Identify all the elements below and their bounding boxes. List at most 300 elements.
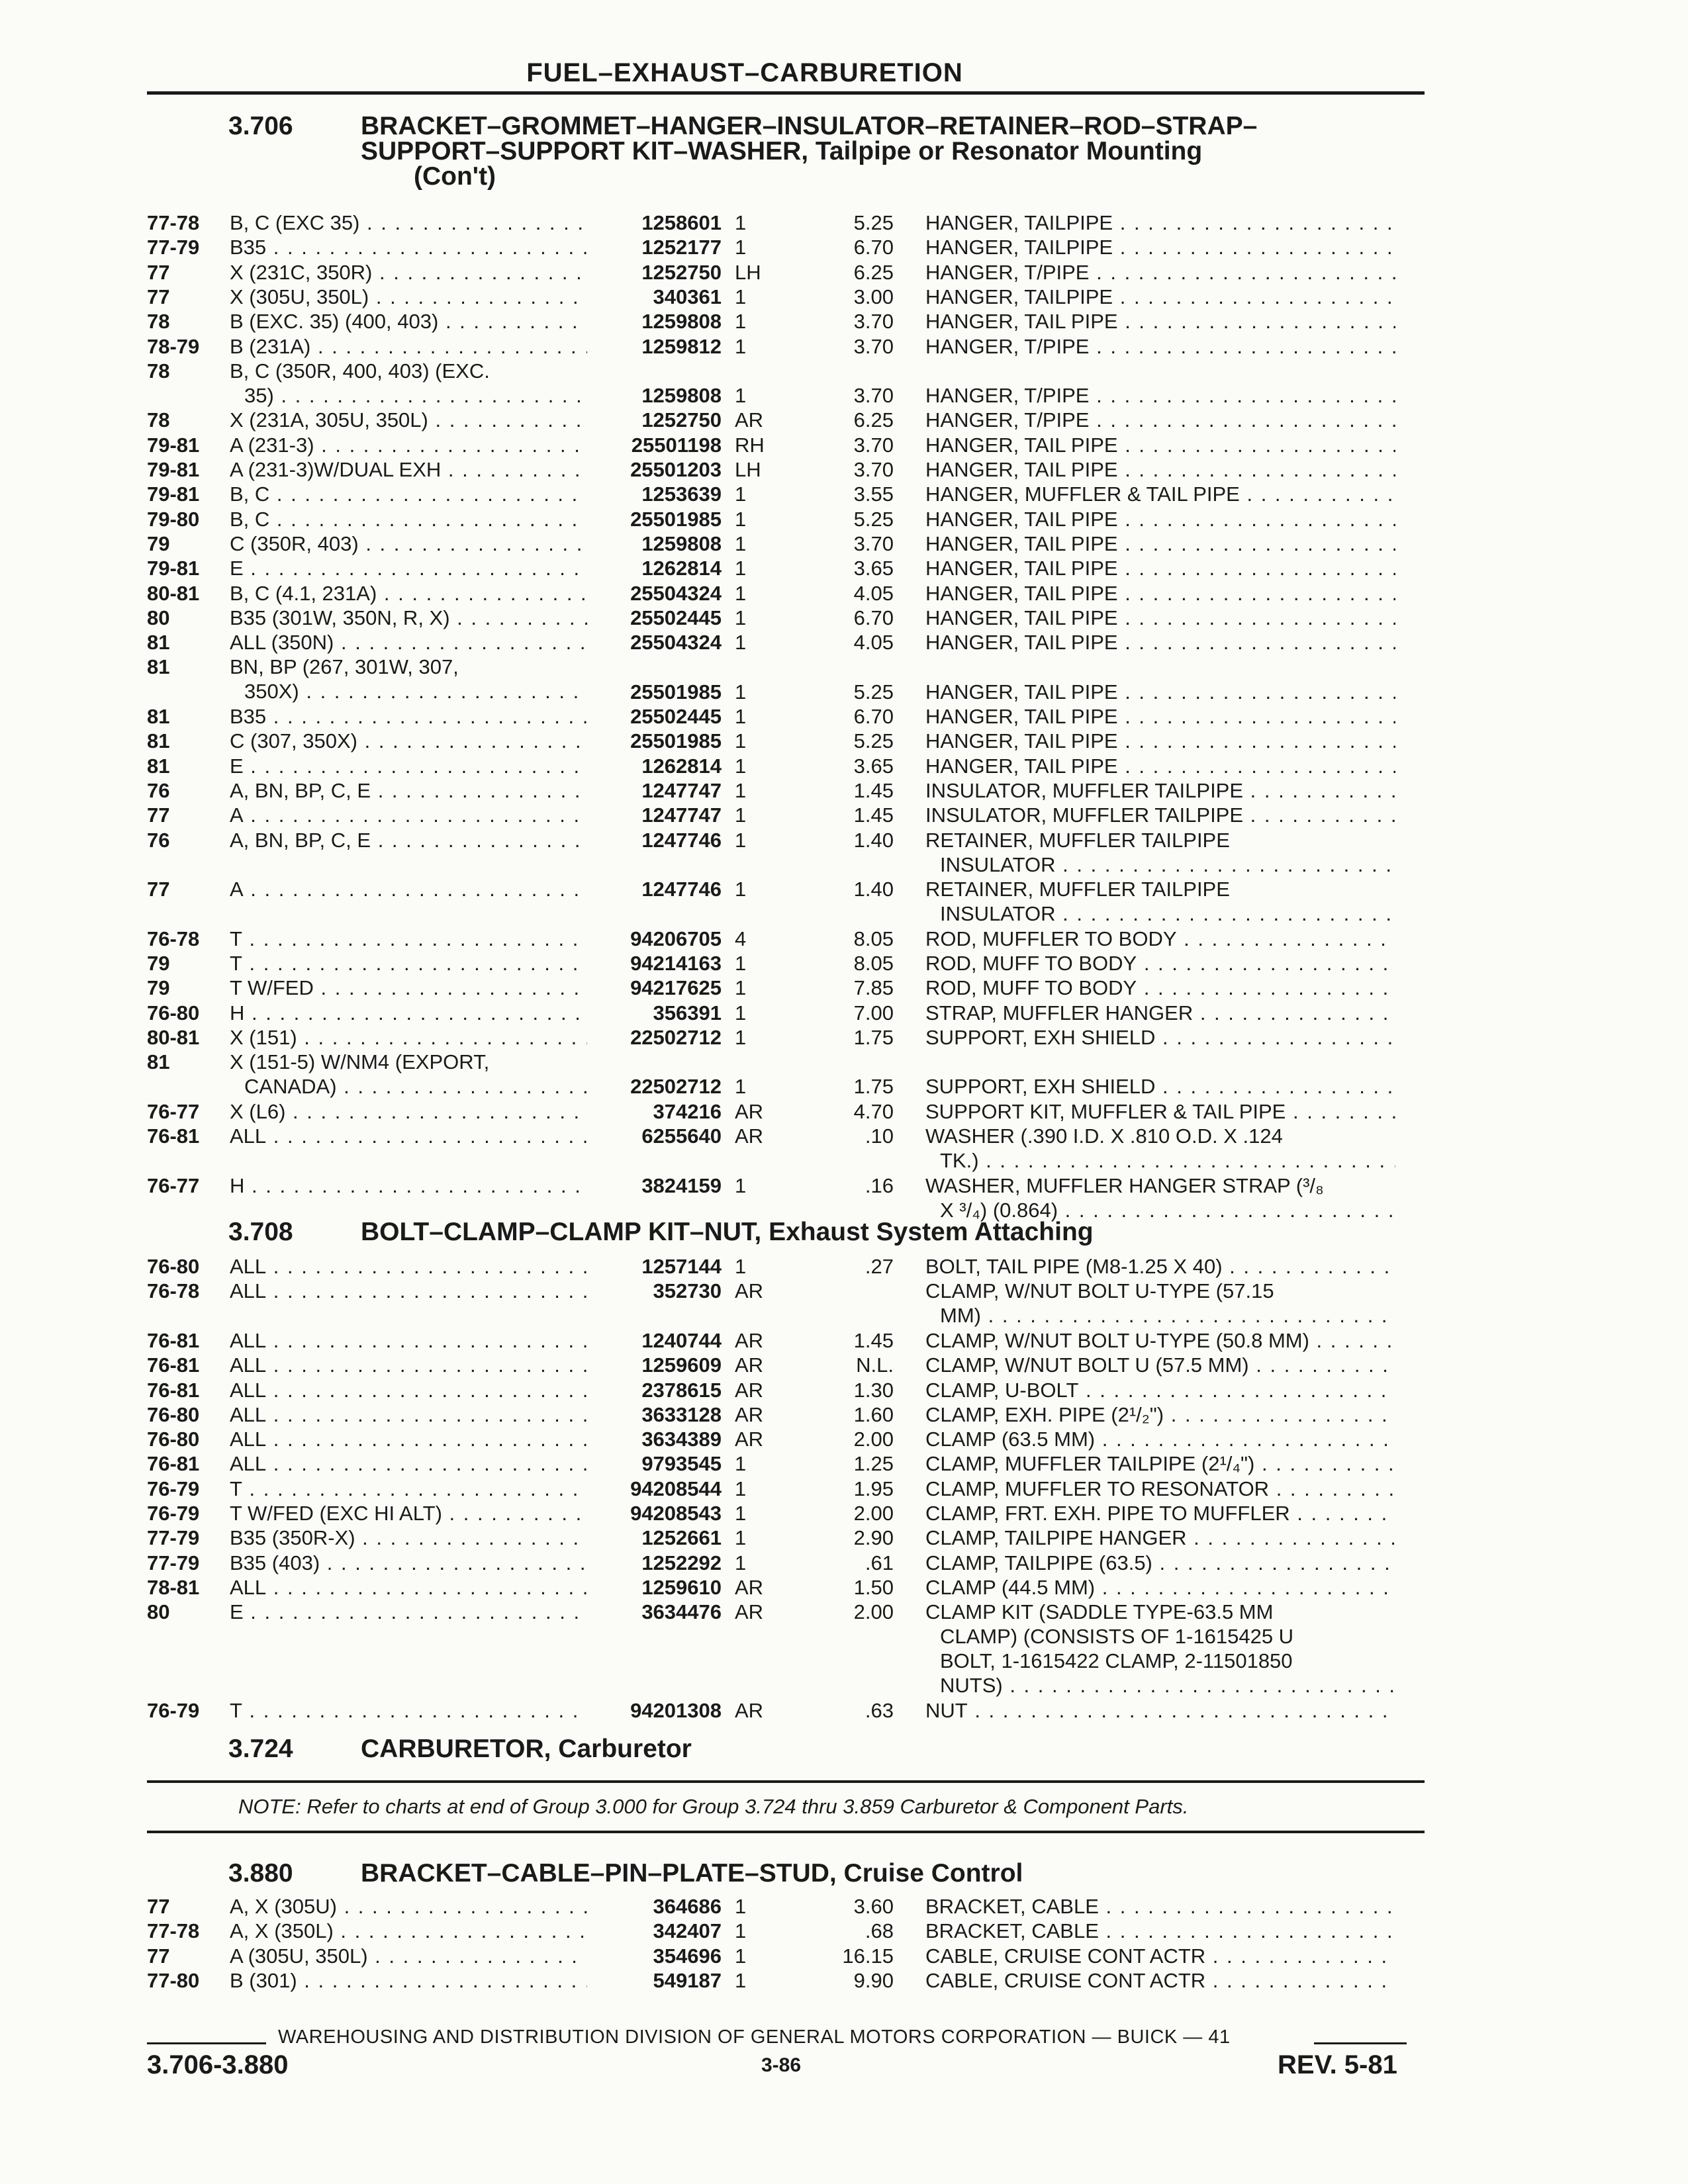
section-number: 3.880	[228, 1859, 293, 1888]
quantity: 1	[735, 803, 747, 827]
model-year: 78-79	[147, 334, 200, 358]
description-text: HANGER, TAIL PIPE . . .	[925, 754, 1395, 778]
model-text: B (231A) . . .	[230, 334, 587, 359]
list-price: 3.65	[853, 754, 894, 778]
model-text: X (151) . . .	[230, 1025, 587, 1050]
part-number: 340361	[589, 285, 722, 309]
part-number: 94201308	[589, 1698, 722, 1723]
part-number: 364686	[589, 1894, 722, 1919]
description-cell	[925, 1378, 1395, 1402]
part-number: 25501985	[589, 680, 722, 704]
quantity: 1	[735, 606, 747, 629]
section-title-line: BRACKET–CABLE–PIN–PLATE–STUD, Cruise Control	[361, 1859, 1023, 1888]
description-cell	[925, 581, 1395, 606]
description-cell	[925, 729, 1395, 753]
description-cell	[925, 1968, 1395, 1993]
model-text: E . . .	[230, 556, 587, 580]
part-number: 1259808	[589, 309, 722, 334]
model-cell	[230, 1173, 587, 1198]
list-price: 5.25	[853, 507, 894, 531]
description-cell	[925, 1353, 1395, 1377]
description-text: CLAMP, MUFFLER TO RESONATOR . . .	[925, 1477, 1395, 1501]
part-number: 1247747	[589, 778, 722, 803]
quantity: 1	[735, 631, 747, 655]
description-text: CLAMP, W/NUT BOLT U-TYPE (50.8 MM) . . .	[925, 1328, 1395, 1353]
model-text: ALL . . .	[230, 1124, 587, 1148]
description-text-continued: MM) . . .	[925, 1303, 1395, 1328]
model-year: 76-81	[147, 1353, 200, 1377]
footer-division-text: WAREHOUSING AND DISTRIBUTION DIVISION OF GENERAL MOTORS CORPORATION — BUICK — 41	[278, 2026, 1231, 2048]
part-number: 22502712	[589, 1025, 722, 1050]
description-text: HANGER, TAIL PIPE . . .	[925, 433, 1395, 457]
part-number: 1252292	[589, 1551, 722, 1575]
part-number: 1252661	[589, 1525, 722, 1550]
quantity: 1	[735, 1452, 747, 1476]
list-price: 1.50	[853, 1575, 894, 1599]
model-text: ALL . . .	[230, 1451, 587, 1476]
description-cell	[925, 408, 1395, 432]
quantity: 1	[735, 384, 747, 408]
model-text: B35 (301W, 350N, R, X) . . .	[230, 606, 587, 630]
model-cell	[230, 581, 587, 606]
description-cell	[925, 1944, 1395, 1968]
quantity: LH	[735, 260, 761, 284]
section-number: 3.724	[228, 1735, 293, 1763]
header-rule	[147, 91, 1425, 95]
list-price: 1.40	[853, 878, 894, 901]
section-heading-3-706	[228, 114, 1393, 193]
model-year: 77	[147, 878, 170, 901]
model-year: 80-81	[147, 581, 200, 605]
model-text: B (301) . . .	[230, 1968, 587, 1993]
quantity: 1	[735, 211, 747, 234]
quantity: 1	[735, 482, 747, 506]
model-text: A, BN, BP, C, E . . .	[230, 828, 587, 852]
quantity: 1	[735, 878, 747, 901]
part-number: 25501203	[589, 457, 722, 482]
model-text: C (350R, 403) . . .	[230, 531, 587, 556]
model-cell	[230, 704, 587, 729]
model-year: 78	[147, 310, 170, 334]
description-text: BRACKET, CABLE . . .	[925, 1894, 1395, 1919]
model-text: ALL . . .	[230, 1378, 587, 1402]
quantity: 1	[735, 334, 747, 358]
description-text: HANGER, TAIL PIPE . . .	[925, 531, 1395, 556]
model-text-continued: CANADA) . . .	[230, 1074, 587, 1099]
description-cell	[925, 1427, 1395, 1451]
part-number: 1253639	[589, 482, 722, 506]
model-year: 76-80	[147, 1001, 200, 1024]
note-rule-bottom	[147, 1831, 1425, 1833]
description-cell	[925, 235, 1395, 259]
model-text: B, C . . .	[230, 482, 587, 506]
model-text: ALL . . .	[230, 1279, 587, 1303]
model-cell	[230, 1328, 587, 1353]
list-price: 1.45	[853, 1328, 894, 1352]
description-text: HANGER, T/PIPE . . .	[925, 408, 1395, 432]
part-number: 25502445	[589, 704, 722, 729]
model-text: A (305U, 350L) . . .	[230, 1944, 587, 1968]
description-text: HANGER, TAIL PIPE . . .	[925, 630, 1395, 655]
description-text: CLAMP, TAILPIPE (63.5) . . .	[925, 1551, 1395, 1575]
model-cell	[230, 1894, 587, 1919]
model-year: 76-79	[147, 1502, 200, 1525]
list-price: 3.55	[853, 482, 894, 506]
model-year: 76-79	[147, 1477, 200, 1500]
list-price: 5.25	[853, 680, 894, 704]
quantity: 1	[735, 236, 747, 259]
model-text: BN, BP (267, 301W, 307,	[230, 655, 459, 679]
list-price: 7.85	[853, 976, 894, 1000]
model-cell	[230, 951, 587, 976]
list-price: 4.05	[853, 581, 894, 605]
description-text-continued: TK.) . . .	[925, 1148, 1395, 1173]
quantity: AR	[735, 1378, 764, 1402]
model-text: ALL . . .	[230, 1427, 587, 1451]
model-year: 77	[147, 285, 170, 308]
quantity: 1	[735, 1944, 747, 1968]
part-number: 1257144	[589, 1254, 722, 1279]
model-cell	[230, 1944, 587, 1968]
description-cell	[925, 1525, 1395, 1550]
quantity: 1	[735, 285, 747, 308]
description-text: INSULATOR, MUFFLER TAILPIPE . . .	[925, 803, 1395, 827]
part-number: 1247746	[589, 877, 722, 901]
list-price: 3.70	[853, 433, 894, 457]
list-price: 3.70	[853, 531, 894, 555]
quantity: AR	[735, 1575, 764, 1599]
model-cell	[230, 210, 587, 235]
model-year: 77	[147, 1944, 170, 1968]
model-text: T W/FED (EXC HI ALT) . . .	[230, 1501, 587, 1525]
quantity: 1	[735, 680, 747, 704]
model-cell	[230, 507, 587, 531]
part-number: 1259610	[589, 1575, 722, 1600]
quantity: AR	[735, 1279, 764, 1303]
model-cell	[230, 606, 587, 630]
part-number: 25501198	[589, 433, 722, 457]
description-cell	[925, 1451, 1395, 1476]
model-year: 80	[147, 606, 170, 629]
part-number: 94208544	[589, 1477, 722, 1501]
list-price: .16	[865, 1173, 894, 1197]
quantity: LH	[735, 458, 761, 481]
part-number: 549187	[589, 1968, 722, 1993]
model-cell	[230, 1551, 587, 1575]
model-year: 76-78	[147, 927, 200, 950]
note-rule-top	[147, 1780, 1425, 1783]
part-number: 1247746	[589, 828, 722, 852]
list-price: 6.70	[853, 606, 894, 629]
description-text: INSULATOR, MUFFLER TAILPIPE . . .	[925, 778, 1395, 803]
description-text-continued: INSULATOR . . .	[925, 852, 1395, 877]
model-year: 76-79	[147, 1699, 200, 1723]
description-text: HANGER, TAIL PIPE . . .	[925, 729, 1395, 753]
model-text: B, C . . .	[230, 507, 587, 531]
model-year: 76-81	[147, 1452, 200, 1476]
page-header-title: FUEL–EXHAUST–CARBURETION	[526, 58, 963, 87]
list-price: 1.75	[853, 1075, 894, 1099]
list-price: 1.30	[853, 1378, 894, 1402]
part-number: 374216	[589, 1099, 722, 1124]
list-price: 9.90	[853, 1968, 894, 1992]
model-cell	[230, 630, 587, 655]
part-number: 1258601	[589, 210, 722, 235]
model-text: E . . .	[230, 754, 587, 778]
description-text: HANGER, TAIL PIPE . . .	[925, 309, 1395, 334]
description-text-continued: NUTS) . . .	[925, 1673, 1395, 1698]
footer-page-number: 3-86	[761, 2054, 802, 2076]
model-year: 77	[147, 1895, 170, 1918]
list-price: 8.05	[853, 927, 894, 950]
model-text: B35 (350R-X) . . .	[230, 1525, 587, 1550]
model-year: 81	[147, 705, 170, 728]
part-number: 6255640	[589, 1124, 722, 1148]
description-text: CLAMP, EXH. PIPE (2¹/₂") . . .	[925, 1402, 1395, 1427]
quantity: 1	[735, 581, 747, 605]
part-number: 94208543	[589, 1501, 722, 1525]
model-year: 81	[147, 1050, 170, 1074]
model-cell	[230, 531, 587, 556]
section-title-line: SUPPORT–SUPPORT KIT–WASHER, Tailpipe or Resonator Mounting	[361, 137, 1203, 165]
model-year: 81	[147, 729, 170, 753]
list-price: 6.25	[853, 408, 894, 432]
model-text: H . . .	[230, 1173, 587, 1198]
model-cell	[230, 1968, 587, 1993]
model-year: 77-79	[147, 1526, 200, 1550]
section-title-line: (Con't)	[414, 162, 496, 191]
list-price: .63	[865, 1699, 894, 1723]
list-price: 3.70	[853, 458, 894, 481]
description-text: CLAMP, W/NUT BOLT U-TYPE (57.15	[925, 1279, 1274, 1303]
model-text: ALL (350N) . . .	[230, 630, 587, 655]
description-cell	[925, 1328, 1395, 1353]
list-price: 1.60	[853, 1402, 894, 1426]
list-price: 5.25	[853, 729, 894, 753]
model-year: 76-80	[147, 1402, 200, 1426]
section-number: 3.706	[228, 112, 293, 140]
quantity: AR	[735, 1699, 764, 1723]
model-year: 76-80	[147, 1428, 200, 1451]
description-text: CLAMP (63.5 MM) . . .	[925, 1427, 1395, 1451]
description-text-continued: BOLT, 1-1615422 CLAMP, 2-11501850	[940, 1649, 1293, 1673]
footer-group-range: 3.706-3.880	[147, 2050, 289, 2079]
model-text: A, X (350L) . . .	[230, 1919, 587, 1943]
model-year: 80-81	[147, 1025, 200, 1049]
description-cell	[925, 334, 1395, 359]
model-text: ALL . . .	[230, 1254, 587, 1279]
description-text: HANGER, TAILPIPE . . .	[925, 235, 1395, 259]
model-cell	[230, 334, 587, 359]
model-year: 79-81	[147, 433, 200, 457]
list-price: .61	[865, 1551, 894, 1574]
part-number: 25501985	[589, 507, 722, 531]
description-cell	[925, 1698, 1395, 1723]
list-price: 3.65	[853, 557, 894, 580]
description-text: HANGER, T/PIPE . . .	[925, 334, 1395, 359]
list-price: 3.70	[853, 310, 894, 334]
model-cell	[230, 408, 587, 432]
model-cell	[230, 803, 587, 827]
quantity: 1	[735, 1025, 747, 1049]
description-cell	[925, 1402, 1395, 1427]
part-number: 94217625	[589, 976, 722, 1000]
model-year: 76-81	[147, 1378, 200, 1402]
quantity: 1	[735, 1526, 747, 1550]
model-cell	[230, 1001, 587, 1025]
part-number: 352730	[589, 1279, 722, 1303]
model-cell	[230, 877, 587, 901]
description-text: HANGER, TAILPIPE . . .	[925, 210, 1395, 235]
description-text: HANGER, TAIL PIPE . . .	[925, 581, 1395, 606]
model-cell	[230, 1525, 587, 1550]
part-number: 1252750	[589, 408, 722, 432]
model-year: 79-80	[147, 507, 200, 531]
description-text: CLAMP KIT (SADDLE TYPE-63.5 MM	[925, 1600, 1274, 1624]
footer-rule-left	[147, 2042, 266, 2044]
description-text: CLAMP, U-BOLT . . .	[925, 1378, 1395, 1402]
description-text: RETAINER, MUFFLER TAILPIPE	[925, 878, 1230, 901]
model-year: 79	[147, 531, 170, 555]
description-text: CLAMP (44.5 MM) . . .	[925, 1575, 1395, 1600]
model-text: B, C (350R, 400, 403) (EXC.	[230, 359, 490, 383]
model-text: A . . .	[230, 803, 587, 827]
description-text: CLAMP, TAILPIPE HANGER . . .	[925, 1525, 1395, 1550]
model-year: 81	[147, 655, 170, 679]
part-number: 25504324	[589, 581, 722, 606]
list-price: 2.90	[853, 1526, 894, 1550]
model-cell	[230, 1575, 587, 1600]
description-text: HANGER, TAIL PIPE . . .	[925, 556, 1395, 580]
description-cell	[925, 556, 1395, 580]
list-price: 1.40	[853, 828, 894, 852]
model-cell	[230, 1600, 587, 1624]
description-cell	[925, 630, 1395, 655]
footer-rule-right	[1314, 2042, 1407, 2044]
description-cell	[925, 507, 1395, 531]
model-year: 77	[147, 260, 170, 284]
description-cell	[925, 976, 1395, 1000]
description-text: BOLT, TAIL PIPE (M8-1.25 X 40) . . .	[925, 1254, 1395, 1279]
description-cell	[925, 1551, 1395, 1575]
quantity: 1	[735, 952, 747, 975]
model-year: 77-78	[147, 211, 200, 234]
model-text: T . . .	[230, 1477, 587, 1501]
model-year: 76-81	[147, 1124, 200, 1148]
description-cell	[925, 1894, 1395, 1919]
model-text: X (151-5) W/NM4 (EXPORT,	[230, 1050, 490, 1074]
model-text: ALL . . .	[230, 1328, 587, 1353]
description-cell	[925, 680, 1395, 704]
description-text: CABLE, CRUISE CONT ACTR . . .	[925, 1944, 1395, 1968]
model-cell	[230, 1919, 587, 1943]
quantity: 1	[735, 976, 747, 1000]
quantity: 1	[735, 310, 747, 334]
model-year: 77-79	[147, 1551, 200, 1574]
list-price: N.L.	[856, 1353, 894, 1377]
quantity: 1	[735, 729, 747, 753]
model-text: C (307, 350X) . . .	[230, 729, 587, 753]
description-cell	[925, 1501, 1395, 1525]
model-cell	[230, 1025, 587, 1050]
quantity: AR	[735, 1099, 764, 1123]
model-text: A, X (305U) . . .	[230, 1894, 587, 1919]
description-cell	[925, 383, 1395, 408]
quantity: AR	[735, 1328, 764, 1352]
model-year: 76-77	[147, 1173, 200, 1197]
part-number: 1252750	[589, 260, 722, 285]
description-text-continued: CLAMP) (CONSISTS OF 1-1615425 U	[940, 1625, 1294, 1649]
model-cell	[230, 1451, 587, 1476]
part-number: 22502712	[589, 1074, 722, 1099]
model-cell	[230, 729, 587, 753]
model-cell	[230, 655, 587, 704]
list-price: .68	[865, 1919, 894, 1943]
description-cell	[925, 1001, 1395, 1025]
section-title-line: BRACKET–GROMMET–HANGER–INSULATOR–RETAINER–ROD–STRAP–	[361, 112, 1258, 140]
model-cell	[230, 1099, 587, 1124]
model-year: 79-81	[147, 557, 200, 580]
quantity: 1	[735, 1551, 747, 1574]
part-number: 9793545	[589, 1451, 722, 1476]
part-number: 94206705	[589, 927, 722, 951]
model-year: 76-81	[147, 1328, 200, 1352]
quantity: 1	[735, 1477, 747, 1500]
model-year: 77-80	[147, 1968, 200, 1992]
description-text: WASHER, MUFFLER HANGER STRAP (³/₈	[925, 1173, 1324, 1197]
model-text: T . . .	[230, 927, 587, 951]
description-text: ROD, MUFF TO BODY . . .	[925, 976, 1395, 1000]
section-heading-3-880	[228, 1861, 1393, 1888]
part-number: 356391	[589, 1001, 722, 1025]
model-text: E . . .	[230, 1600, 587, 1624]
list-price: 1.75	[853, 1025, 894, 1049]
model-text: B35 (403) . . .	[230, 1551, 587, 1575]
description-text: SUPPORT, EXH SHIELD . . .	[925, 1074, 1395, 1099]
model-year: 80	[147, 1600, 170, 1624]
description-cell	[925, 260, 1395, 285]
description-cell	[925, 433, 1395, 457]
quantity: 1	[735, 507, 747, 531]
part-number: 342407	[589, 1919, 722, 1943]
model-cell	[230, 482, 587, 506]
description-text-continued: INSULATOR . . .	[925, 901, 1395, 926]
description-cell	[925, 754, 1395, 778]
model-year: 76-78	[147, 1279, 200, 1303]
list-price: 4.05	[853, 631, 894, 655]
part-number: 1259808	[589, 383, 722, 408]
carburetor-note: NOTE: Refer to charts at end of Group 3.000 for Group 3.724 thru 3.859 Carburetor & Component Parts.	[238, 1795, 1189, 1818]
quantity: 1	[735, 1255, 747, 1278]
model-cell	[230, 1501, 587, 1525]
description-cell	[925, 951, 1395, 976]
model-text: B35 . . .	[230, 235, 587, 259]
part-number: 1259808	[589, 531, 722, 556]
description-cell	[925, 1124, 1395, 1173]
description-cell	[925, 1074, 1395, 1099]
part-number: 25501985	[589, 729, 722, 753]
quantity: 1	[735, 828, 747, 852]
description-cell	[925, 482, 1395, 506]
quantity: 1	[735, 531, 747, 555]
quantity: 1	[735, 778, 747, 802]
description-cell	[925, 457, 1395, 482]
model-year: 81	[147, 754, 170, 778]
model-cell	[230, 556, 587, 580]
quantity: 1	[735, 1968, 747, 1992]
model-cell	[230, 828, 587, 852]
description-cell	[925, 285, 1395, 309]
